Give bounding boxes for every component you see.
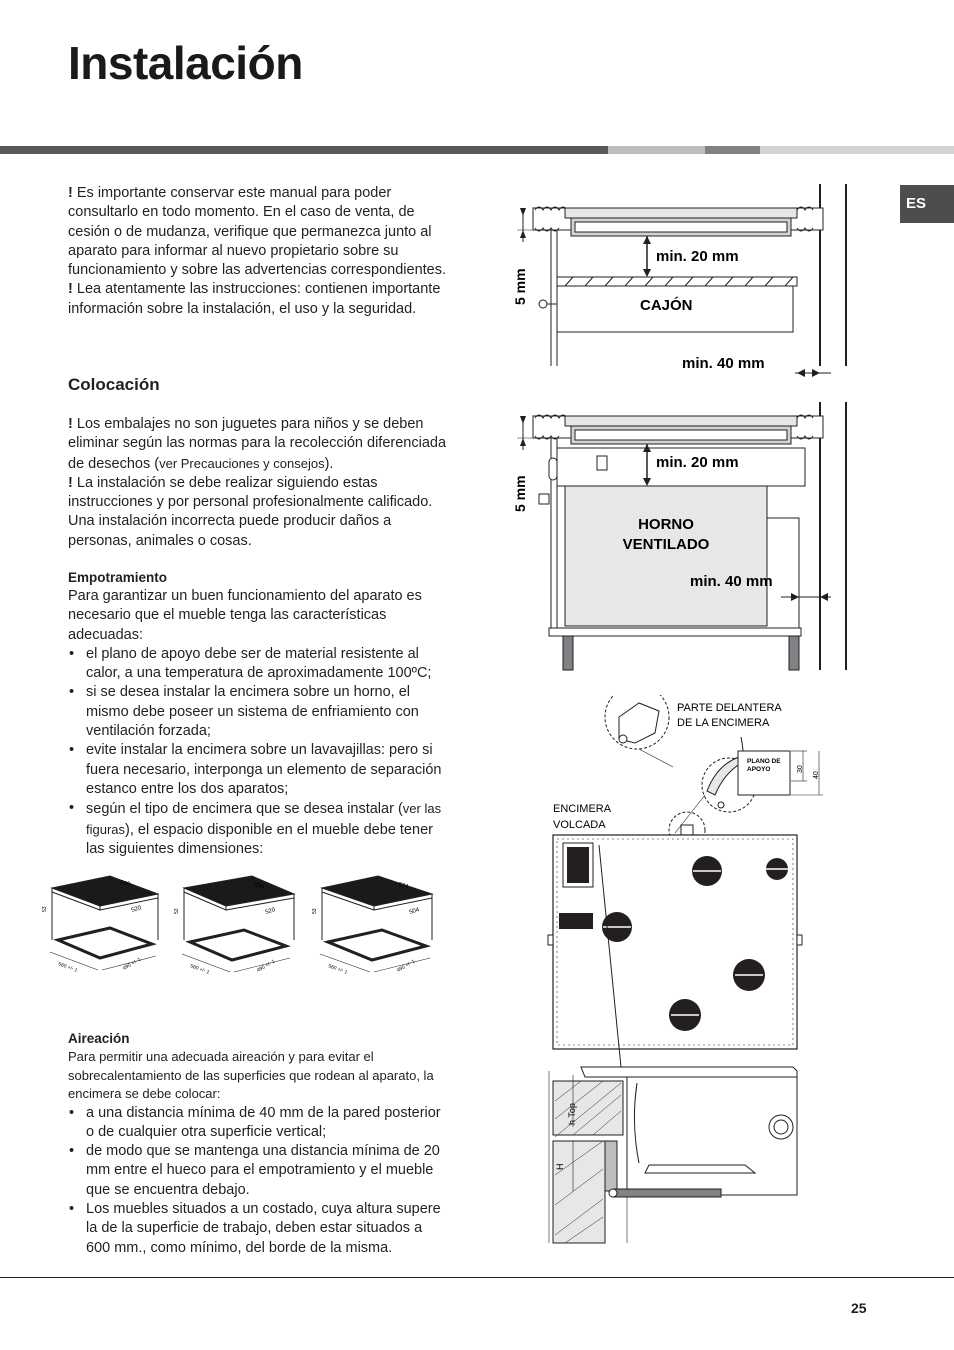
height-top-label: h Top <box>567 1103 577 1125</box>
cutout-dimension-figures <box>40 870 450 1000</box>
intro-section <box>68 184 448 319</box>
list-item: • Los muebles situados a un costado, cuya altura supere la de la superficie de trabajo, deben estar situados a 600 mm., como mínimo, del borde de la misma. <box>68 1200 448 1258</box>
dimension-label: 53 <box>312 908 318 914</box>
height-label: H <box>555 1163 565 1170</box>
cutout-figure-3 <box>312 876 432 976</box>
built-in-list <box>68 645 448 859</box>
list-item: • de modo que se mantenga una distancia mínima de 20 mm entre el hueco para el empotramiento y el mueble que se encuentra debajo. <box>68 1142 448 1200</box>
built-in-intro: Para garantizar un buen funcionamiento del aparato es necesario que el mueble tenga las características adecuadas: <box>68 588 422 643</box>
cutout-figure-1 <box>42 876 158 974</box>
warning-mark: ! <box>68 416 73 432</box>
list-item: • evite instalar la encimera sobre un lavavajillas: pero si fuera necesario, interponga un elemento de separación estanco entre los dos aparatos; <box>68 741 448 799</box>
warning-mark: ! <box>68 474 73 491</box>
dimension-label: 504 <box>408 907 421 916</box>
page-title: Instalación <box>68 37 303 89</box>
cutout-figure-2 <box>174 876 294 976</box>
cross-reference-link: ver las figuras <box>86 801 442 837</box>
list-item <box>68 799 448 859</box>
dimension-label: 560 +/- 1 <box>327 963 349 976</box>
cross-reference-link: ver Precauciones y consejos <box>159 455 325 471</box>
ventilation-list <box>68 1104 448 1258</box>
gap-dimension-label: min. 20 mm <box>656 454 739 471</box>
oven-label-line-2: VENTILADO <box>622 536 710 553</box>
header-rule-dark <box>0 146 608 154</box>
dimension-label: 53 <box>42 906 48 912</box>
support-surface-label-2: APOYO <box>747 766 771 773</box>
oven-clearance-diagram <box>505 400 855 675</box>
dimension-label: 53 <box>174 908 180 914</box>
footer-rule <box>0 1277 954 1278</box>
list-item: • el plano de apoyo debe ser de material resistente al calor, a una temperatura de aproximadamente 100ºC; <box>68 645 448 684</box>
ventilation-heading: Aireación <box>68 1031 130 1046</box>
language-tab: ES <box>900 185 954 223</box>
dimension-label: 590 <box>119 880 131 889</box>
ventilation-intro: Para permitir una adecuada aireación y para evitar el sobrecalentamiento de las superficies que rodean al aparato, la encimera se debe colocar: <box>68 1049 434 1101</box>
dimension-label: 520 <box>130 905 143 914</box>
dimension-label: 690 <box>253 882 265 891</box>
page-number: 25 <box>851 1300 867 1316</box>
placement-heading: Colocación <box>68 375 160 394</box>
hob-label-line-1: ENCIMERA <box>553 803 612 815</box>
list-item-text-a: según el tipo de encimera que se desea instalar ( <box>86 801 403 818</box>
header-rule-mid <box>705 146 760 154</box>
dimension-label: 560 +/- 1 <box>57 961 79 974</box>
placement-paragraph-1 <box>68 415 448 474</box>
support-surface-label-1: PLANO DE <box>747 758 781 765</box>
gap-dimension-label: min. 20 mm <box>656 248 739 265</box>
wall-dimension-label: min. 40 mm <box>682 355 765 372</box>
warning-mark: ! <box>68 281 73 298</box>
list-item: • a una distancia mínima de 40 mm de la pared posterior o de cualquier otra superficie vertical; <box>68 1104 448 1143</box>
wall-dimension-label: min. 40 mm <box>690 573 773 590</box>
oven-label-line-1: HORNO <box>638 516 694 533</box>
front-edge-label-line-1: PARTE DELANTERA <box>677 702 782 714</box>
dimension-label: 574 <box>397 882 409 891</box>
header-rule-light <box>608 146 705 154</box>
intro-text-2: Lea atentamente las instrucciones: contienen importante información sobre la instalación, el uso y la seguridad. <box>68 281 441 317</box>
list-item: • si se desea instalar la encimera sobre un horno, el mismo debe poseer un sistema de enfriamiento con ventilación forzada; <box>68 683 448 741</box>
built-in-section <box>68 569 448 859</box>
side-dimension-label: 5 mm <box>512 268 528 305</box>
placement-text-1b: ). <box>324 455 334 472</box>
drawer-label: CAJÓN <box>640 297 693 314</box>
warning-mark: ! <box>68 185 73 201</box>
intro-paragraph-1 <box>68 184 448 280</box>
side-dimension-label: 5 mm <box>512 475 528 512</box>
dimension-label: 520 <box>264 907 277 916</box>
built-in-heading: Empotramiento <box>68 570 168 585</box>
placement-text-2: La instalación se debe realizar siguiendo estas instrucciones y por personal profesionalmente calificado. Una instalación incorrecta puede producir daños a personas, animales o cosas. <box>68 474 433 549</box>
dimension-label: 490 +/- 1 <box>396 958 417 974</box>
dimension-label: 490 +/- 1 <box>256 958 277 974</box>
placement-section <box>68 415 448 551</box>
intro-paragraph-2 <box>68 280 448 319</box>
placement-paragraph-2 <box>68 474 448 551</box>
dimension-label: 560 +/- 1 <box>189 963 211 976</box>
front-edge-label-line-2: DE LA ENCIMERA <box>677 717 770 729</box>
ventilation-section <box>68 1030 448 1258</box>
hob-label-line-2: VOLCADA <box>553 819 606 831</box>
placement-text-1a: Los embalajes no son juguetes para niños y se deben eliminar según las normas para la recolección diferenciada de desechos ( <box>68 416 447 472</box>
dimension-label: 30 <box>797 765 804 773</box>
dimension-label: 40 <box>813 771 820 779</box>
header-rule-lighter <box>760 146 954 154</box>
drawer-clearance-diagram <box>505 180 855 385</box>
bracket-mounting-diagram <box>545 695 835 1250</box>
list-item-text-b: ), el espacio disponible en el mueble debe tener las siguientes dimensiones: <box>86 821 433 857</box>
dimension-label: 490 +/- 1 <box>122 956 143 972</box>
intro-text-1: Es importante conservar este manual para poder consultarlo en todo momento. En el caso de venta, de cesión o de mudanza, verifique que permanezca junto al aparato para informar al nuevo propietario sobre su funcionamiento y sobre las advertencias correspondientes. <box>68 185 447 279</box>
